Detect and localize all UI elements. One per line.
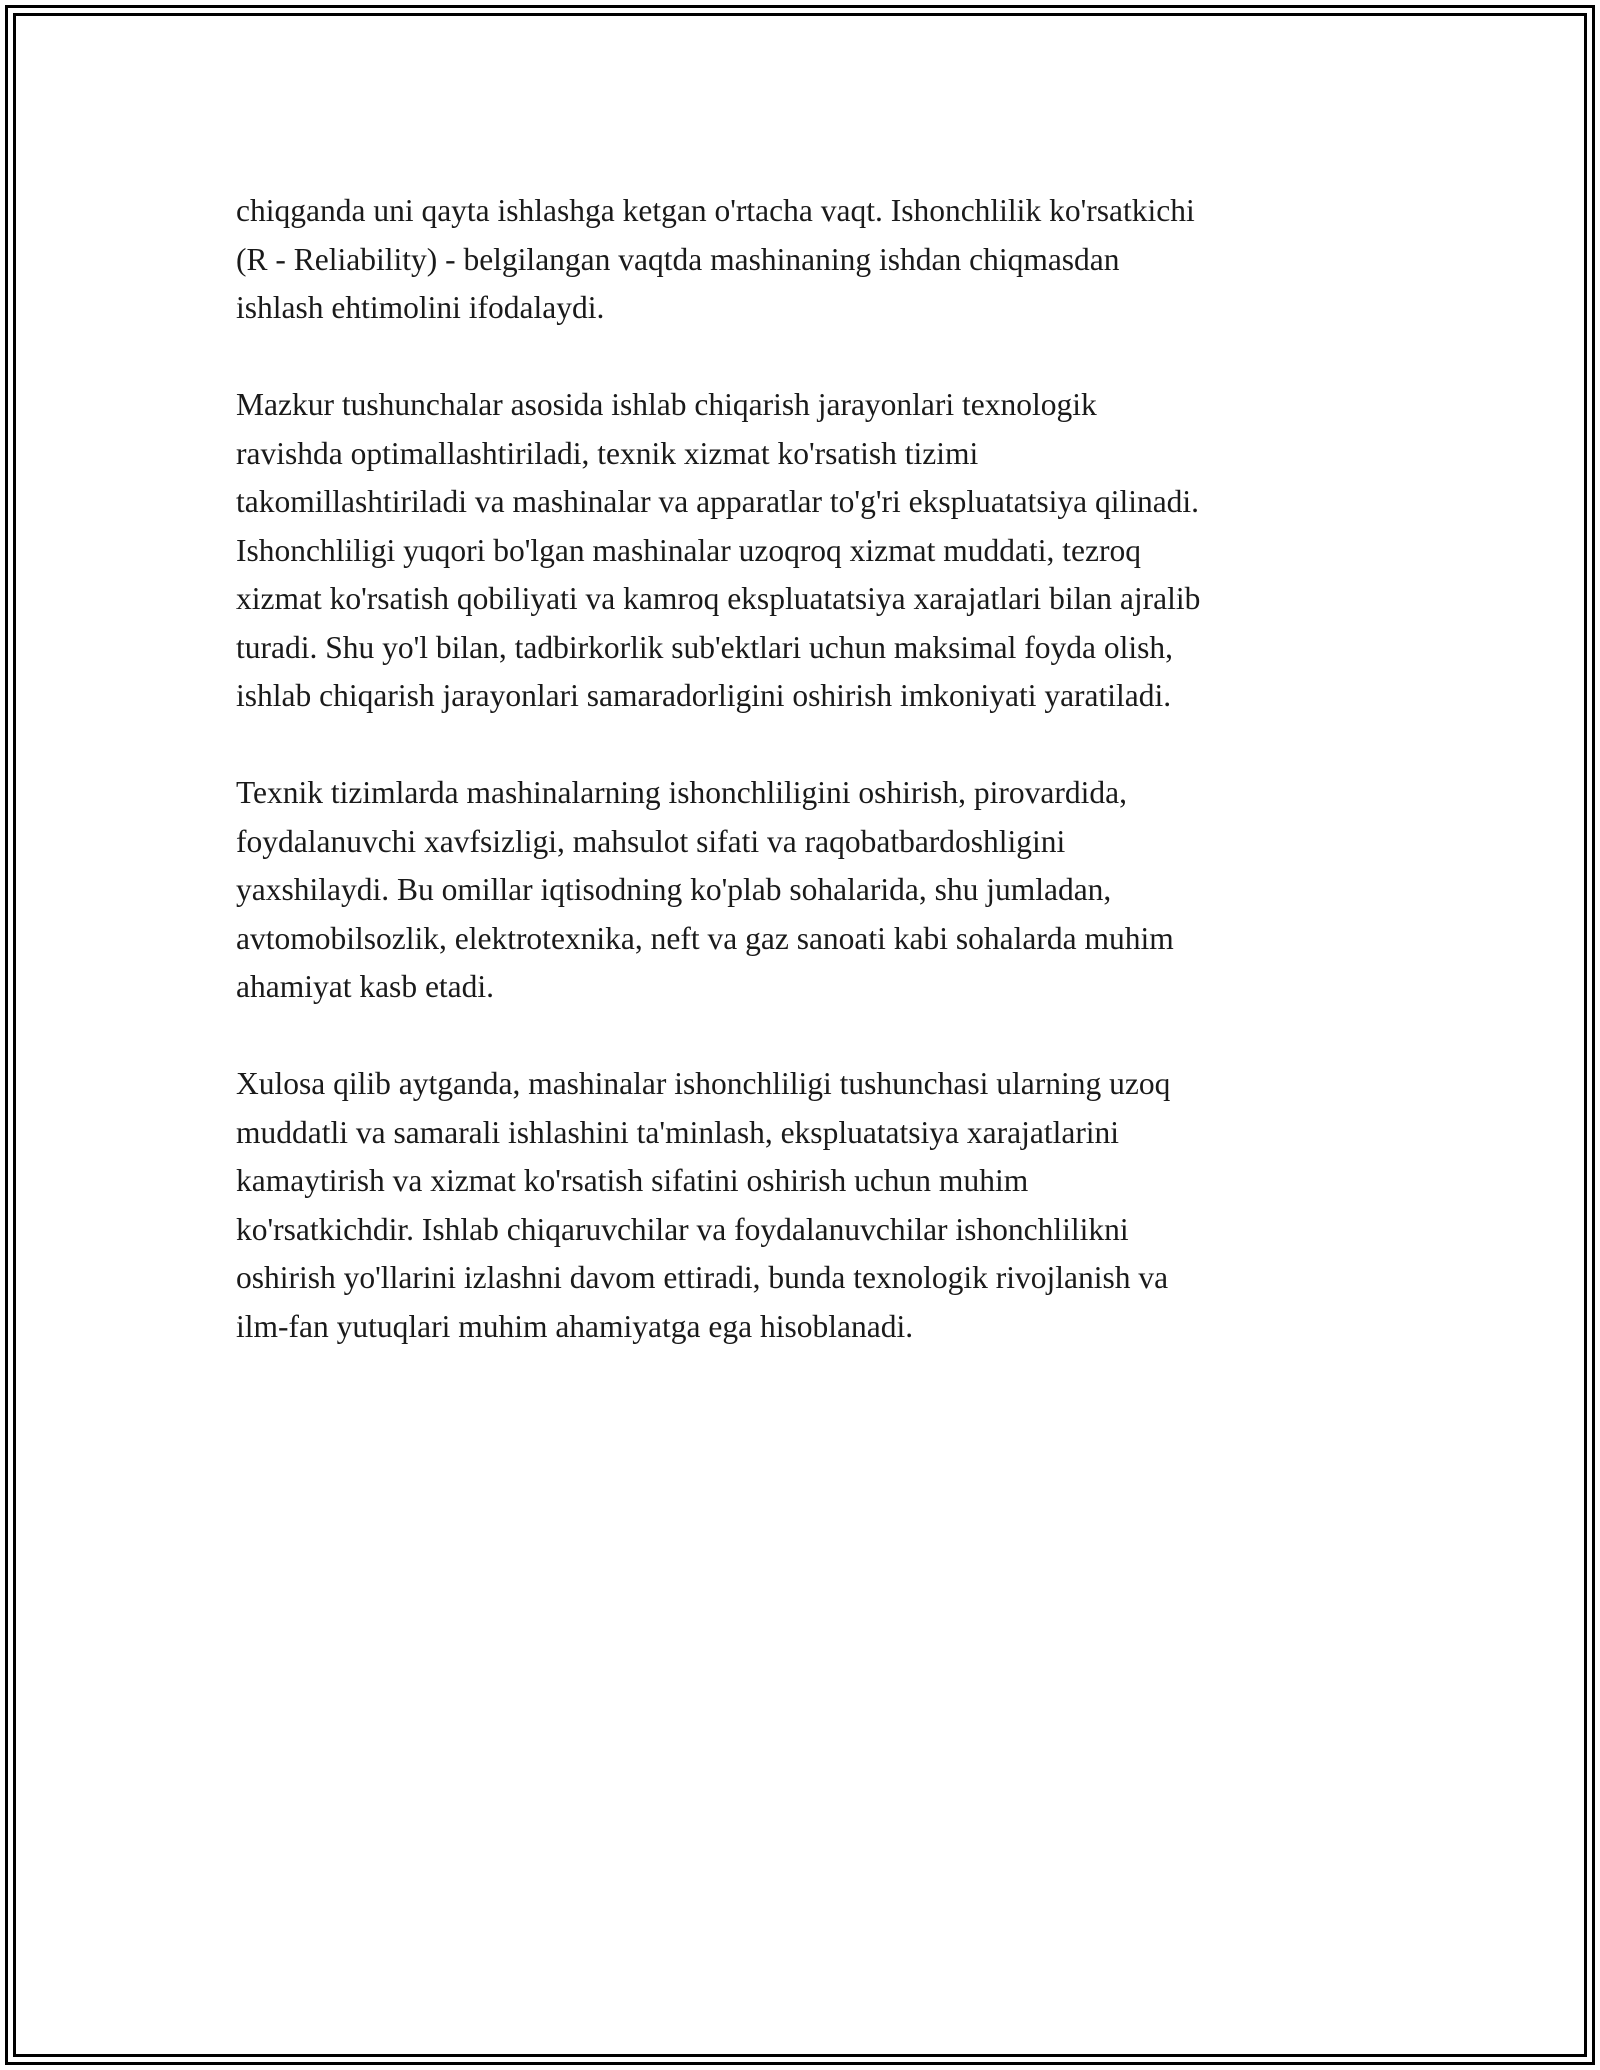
paragraph-line: ko'rsatkichdir. Ishlab chiqaruvchilar va foydalanuvchilar ishonchlilikni <box>236 1211 1129 1247</box>
paragraph-line: Mazkur tushunchalar asosida ishlab chiqarish jarayonlari texnologik <box>236 387 1097 422</box>
paragraph-3 <box>236 769 1396 1012</box>
paragraph-line: (R - Reliability) - belgilangan vaqtda mashinaning ishdan chiqmasdan <box>236 241 1120 277</box>
paragraph-line: turadi. Shu yo'l bilan, tadbirkorlik sub'ektlari uchun maksimal foyda olish, <box>236 629 1173 665</box>
paragraph-line: takomillashtiriladi va mashinalar va apparatlar to'g'ri ekspluatatsiya qilinadi. <box>236 484 1200 519</box>
paragraph-line: chiqganda uni qayta ishlashga ketgan o'rtacha vaqt. Ishonchlilik ko'rsatkichi <box>236 193 1195 228</box>
paragraph-2 <box>236 381 1396 721</box>
paragraph-4 <box>236 1060 1396 1351</box>
paragraph-line: Ishonchliligi yuqori bo'lgan mashinalar uzoqroq xizmat muddati, tezroq <box>236 532 1141 568</box>
paragraph-line: ishlash ehtimolini ifodalaydi. <box>236 290 605 325</box>
paragraph-line: xizmat ko'rsatish qobiliyati va kamroq ekspluatatsiya xarajatlari bilan ajralib <box>236 581 1201 616</box>
paragraph-line: yaxshilaydi. Bu omillar iqtisodning ko'plab sohalarida, shu jumladan, <box>236 872 1112 907</box>
paragraph-line: avtomobilsozlik, elektrotexnika, neft va gaz sanoati kabi sohalarda muhim <box>236 920 1174 956</box>
paragraph-line: Xulosa qilib aytganda, mashinalar ishonchliligi tushunchasi ularning uzoq <box>236 1066 1171 1101</box>
paragraph-line: ravishda optimallashtiriladi, texnik xizmat ko'rsatish tizimi <box>236 435 979 471</box>
paragraph-line: ishlab chiqarish jarayonlari samaradorligini oshirish imkoniyati yaratiladi. <box>236 678 1172 713</box>
document-body <box>236 187 1396 1351</box>
paragraph-line: ilm-fan yutuqlari muhim ahamiyatga ega hisoblanadi. <box>236 1308 914 1344</box>
paragraph-line: Texnik tizimlarda mashinalarning ishonchliligini oshirish, pirovardida, <box>236 775 1127 810</box>
paragraph-line: kamaytirish va xizmat ko'rsatish sifatini oshirish uchun muhim <box>236 1163 1029 1198</box>
paragraph-line: foydalanuvchi xavfsizligi, mahsulot sifati va raqobatbardoshligini <box>236 823 1066 859</box>
paragraph-line: muddatli va samarali ishlashini ta'minlash, ekspluatatsiya xarajatlarini <box>236 1114 1120 1150</box>
paragraph-line: oshirish yo'llarini izlashni davom ettiradi, bunda texnologik rivojlanish va <box>236 1260 1169 1295</box>
paragraph-line: ahamiyat kasb etadi. <box>236 969 495 1004</box>
paragraph-1 <box>236 187 1396 333</box>
